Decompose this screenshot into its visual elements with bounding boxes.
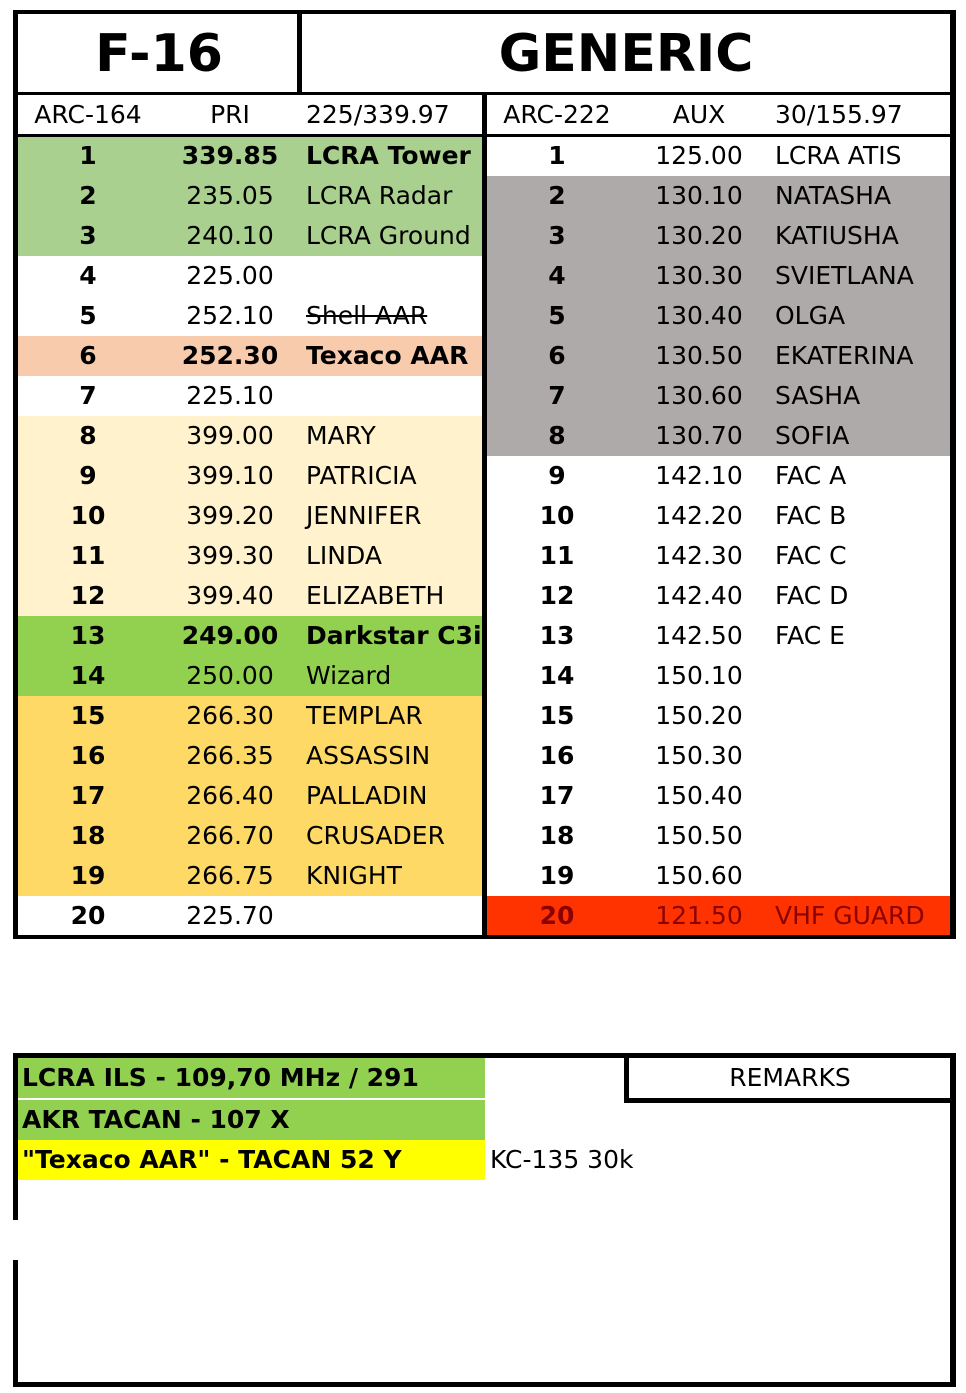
- channel-name: PATRICIA: [306, 461, 417, 490]
- channel-frequency: 399.20: [186, 501, 274, 530]
- uhf-channel-row: [18, 856, 482, 896]
- channel-frequency: 266.30: [186, 701, 274, 730]
- lower-frame-bottom: [13, 1382, 956, 1387]
- remarks-box-left: [624, 1053, 629, 1103]
- left-header: [18, 95, 483, 135]
- channel-name: ASSASSIN: [306, 741, 431, 770]
- channel-number: 15: [539, 701, 575, 730]
- aar-tacan-info: "Texaco AAR" - TACAN 52 Y: [18, 1140, 485, 1180]
- channel-frequency: 130.20: [655, 221, 743, 250]
- uhf-channel-row: [18, 736, 482, 776]
- channel-frequency: 130.60: [655, 381, 743, 410]
- channel-name: FAC D: [775, 581, 849, 610]
- vhf-channel-row: [487, 216, 950, 256]
- channel-frequency: 142.30: [655, 541, 743, 570]
- frame-right: [950, 10, 956, 939]
- channel-frequency: 150.20: [655, 701, 743, 730]
- vhf-channel-row: [487, 776, 950, 816]
- channel-number: 11: [70, 541, 106, 570]
- uhf-channel-row: [18, 776, 482, 816]
- channel-number: 16: [70, 741, 106, 770]
- channel-number: 14: [539, 661, 575, 690]
- uhf-channel-row: [18, 896, 482, 936]
- vhf-channel-row: [487, 376, 950, 416]
- channel-name: FAC A: [775, 461, 847, 490]
- channel-name: ELIZABETH: [306, 581, 445, 610]
- uhf-channel-row: [18, 256, 482, 296]
- channel-frequency: 142.10: [655, 461, 743, 490]
- uhf-channel-row: [18, 696, 482, 736]
- uhf-channel-row: [18, 456, 482, 496]
- uhf-channel-row: [18, 296, 482, 336]
- ils-info: LCRA ILS - 109,70 MHz / 291: [18, 1058, 485, 1098]
- channel-number: 5: [548, 301, 566, 330]
- channel-frequency: 339.85: [181, 141, 279, 170]
- channel-name: LCRA Ground: [306, 221, 471, 250]
- channel-number: 12: [70, 581, 106, 610]
- channel-frequency: 252.30: [181, 341, 279, 370]
- vhf-channel-row: [487, 456, 950, 496]
- channel-number: 6: [79, 341, 97, 370]
- channel-number: 8: [79, 421, 97, 450]
- channel-frequency: 150.50: [655, 821, 743, 850]
- uhf-channel-row: [18, 216, 482, 256]
- title-separator: [297, 10, 302, 94]
- channel-name: MARY: [306, 421, 376, 450]
- channel-frequency: 250.00: [186, 661, 274, 690]
- lower-frame-left-upper: [13, 1053, 18, 1220]
- channel-name: Darkstar C3i: [306, 621, 482, 650]
- uhf-channel-row: [18, 136, 482, 176]
- channel-number: 2: [548, 181, 566, 210]
- left-role-label: PRI: [210, 100, 250, 129]
- vhf-channel-row: [487, 176, 950, 216]
- channel-name: LCRA Tower: [306, 141, 471, 170]
- channel-frequency: 130.40: [655, 301, 743, 330]
- channel-name: FAC B: [775, 501, 847, 530]
- channel-number: 9: [548, 461, 566, 490]
- vhf-channel-row: [487, 536, 950, 576]
- uhf-channel-row: [18, 576, 482, 616]
- channel-frequency: 150.30: [655, 741, 743, 770]
- channel-name: JENNIFER: [306, 501, 422, 530]
- vhf-channel-row: [487, 856, 950, 896]
- channel-frequency: 266.40: [186, 781, 274, 810]
- channel-name: Shell AAR: [306, 301, 428, 330]
- channel-name: LCRA ATIS: [775, 141, 902, 170]
- channel-frequency: 240.10: [186, 221, 274, 250]
- channel-number: 13: [539, 621, 575, 650]
- right-header: [487, 95, 950, 135]
- channel-name: FAC E: [775, 621, 845, 650]
- channel-name: TEMPLAR: [306, 701, 423, 730]
- column-separator: [482, 94, 487, 939]
- channel-number: 16: [539, 741, 575, 770]
- theater-title: GENERIC: [498, 24, 754, 84]
- channel-frequency: 142.40: [655, 581, 743, 610]
- channel-frequency: 130.70: [655, 421, 743, 450]
- uhf-channel-row: [18, 416, 482, 456]
- frame-left: [13, 10, 18, 939]
- channel-frequency: 249.00: [181, 621, 279, 650]
- uhf-channel-row: [18, 496, 482, 536]
- channel-name: LCRA Radar: [306, 181, 453, 210]
- vhf-channel-row: [487, 136, 950, 176]
- channel-frequency: 266.70: [186, 821, 274, 850]
- vhf-channel-row: [487, 336, 950, 376]
- channel-number: 10: [539, 501, 575, 530]
- channel-name: KNIGHT: [306, 861, 402, 890]
- channel-name: OLGA: [775, 301, 846, 330]
- channel-frequency: 399.30: [186, 541, 274, 570]
- channel-frequency: 130.50: [655, 341, 743, 370]
- vhf-channel-row: [487, 576, 950, 616]
- channel-name: Texaco AAR: [306, 341, 469, 370]
- channel-number: 2: [79, 181, 97, 210]
- channel-frequency: 399.00: [186, 421, 274, 450]
- channel-number: 14: [70, 661, 106, 690]
- uhf-channel-row: [18, 376, 482, 416]
- channel-frequency: 252.10: [186, 301, 274, 330]
- channel-frequency: 121.50: [655, 901, 743, 930]
- channel-name: SASHA: [775, 381, 861, 410]
- channel-name: PALLADIN: [306, 781, 428, 810]
- aar-note: KC-135 30k: [490, 1145, 634, 1174]
- channel-number: 20: [70, 901, 106, 930]
- aircraft-title: F-16: [95, 24, 223, 84]
- channel-number: 9: [79, 461, 97, 490]
- channel-number: 18: [539, 821, 575, 850]
- vhf-channel-row: [487, 896, 950, 936]
- channel-name: EKATERINA: [775, 341, 914, 370]
- channel-frequency: 225.10: [186, 381, 274, 410]
- channel-frequency: 399.40: [186, 581, 274, 610]
- vhf-channel-row: [487, 616, 950, 656]
- channel-name: KATIUSHA: [775, 221, 899, 250]
- channel-number: 20: [539, 901, 575, 930]
- vhf-channel-row: [487, 496, 950, 536]
- channel-number: 17: [539, 781, 575, 810]
- channel-name: NATASHA: [775, 181, 892, 210]
- channel-name: CRUSADER: [306, 821, 445, 850]
- remarks-label: REMARKS: [729, 1063, 851, 1092]
- channel-frequency: 150.10: [655, 661, 743, 690]
- channel-number: 7: [548, 381, 566, 410]
- channel-frequency: 130.30: [655, 261, 743, 290]
- lower-frame-right: [950, 1053, 956, 1387]
- vhf-channel-row: [487, 416, 950, 456]
- channel-number: 1: [79, 141, 97, 170]
- remarks-box-bottom: [624, 1098, 954, 1103]
- right-role-label: AUX: [672, 100, 726, 129]
- uhf-channel-row: [18, 176, 482, 216]
- channel-number: 7: [79, 381, 97, 410]
- uhf-channel-row: [18, 336, 482, 376]
- uhf-channel-row: [18, 816, 482, 856]
- channel-name: FAC C: [775, 541, 847, 570]
- channel-number: 1: [548, 141, 566, 170]
- channel-number: 12: [539, 581, 575, 610]
- channel-number: 10: [70, 501, 106, 530]
- channel-number: 15: [70, 701, 106, 730]
- vhf-channel-row: [487, 296, 950, 336]
- channel-number: 5: [79, 301, 97, 330]
- channel-number: 11: [539, 541, 575, 570]
- channel-number: 17: [70, 781, 106, 810]
- channel-name: SVIETLANA: [775, 261, 914, 290]
- channel-frequency: 150.40: [655, 781, 743, 810]
- vhf-channel-row: [487, 256, 950, 296]
- channel-number: 4: [548, 261, 566, 290]
- vhf-channel-row: [487, 656, 950, 696]
- channel-frequency: 130.10: [655, 181, 743, 210]
- channel-frequency: 399.10: [186, 461, 274, 490]
- vhf-channel-row: [487, 696, 950, 736]
- lower-frame-left-lower: [13, 1260, 18, 1387]
- uhf-channel-row: [18, 656, 482, 696]
- channel-name: LINDA: [306, 541, 382, 570]
- tacan-info: AKR TACAN - 107 X: [18, 1100, 485, 1140]
- right-radio-label: ARC-222: [503, 100, 611, 129]
- channel-number: 19: [70, 861, 106, 890]
- frame-top: [13, 10, 956, 14]
- channel-frequency: 266.75: [186, 861, 274, 890]
- left-radio-label: ARC-164: [34, 100, 142, 129]
- channel-name: SOFIA: [775, 421, 850, 450]
- channel-frequency: 125.00: [655, 141, 743, 170]
- channel-frequency: 225.70: [186, 901, 274, 930]
- left-range-label: 225/339.97: [306, 100, 450, 129]
- channel-frequency: 142.20: [655, 501, 743, 530]
- vhf-channel-row: [487, 736, 950, 776]
- channel-number: 19: [539, 861, 575, 890]
- channel-number: 3: [79, 221, 97, 250]
- channel-number: 8: [548, 421, 566, 450]
- right-range-label: 30/155.97: [775, 100, 903, 129]
- channel-number: 3: [548, 221, 566, 250]
- vhf-channel-row: [487, 816, 950, 856]
- lower-frame-top: [13, 1053, 956, 1058]
- channel-frequency: 266.35: [186, 741, 274, 770]
- channel-number: 18: [70, 821, 106, 850]
- channel-frequency: 142.50: [655, 621, 743, 650]
- uhf-channel-row: [18, 536, 482, 576]
- channel-frequency: 235.05: [186, 181, 274, 210]
- channel-number: 13: [70, 621, 106, 650]
- channel-number: 6: [548, 341, 566, 370]
- channel-frequency: 225.00: [186, 261, 274, 290]
- channel-name: Wizard: [306, 661, 392, 690]
- uhf-channel-row: [18, 616, 482, 656]
- channel-name: VHF GUARD: [775, 901, 925, 930]
- channel-number: 4: [79, 261, 97, 290]
- channel-frequency: 150.60: [655, 861, 743, 890]
